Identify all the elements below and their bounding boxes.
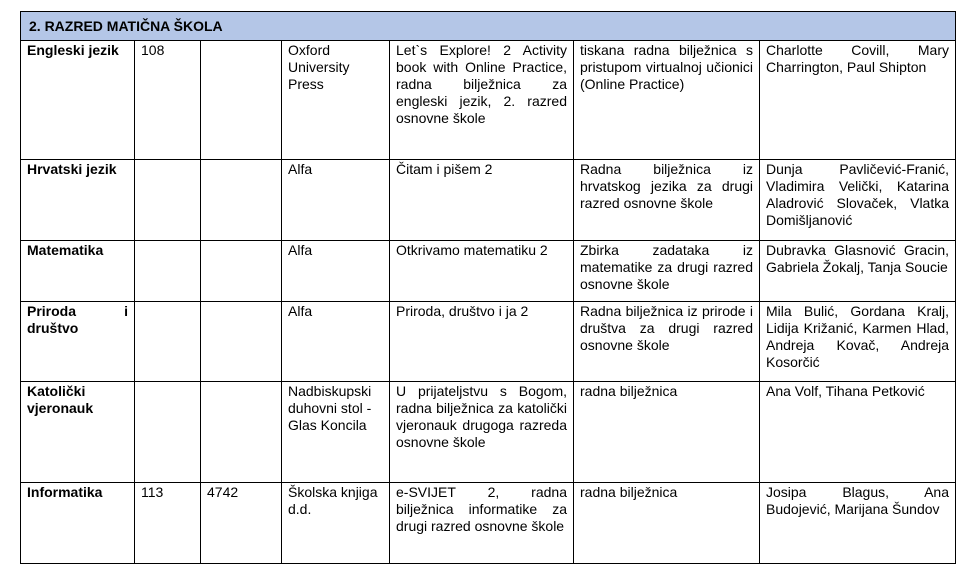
table-row xyxy=(21,241,956,302)
subject-cell: Informatika xyxy=(21,483,135,564)
code-cell xyxy=(135,160,201,241)
code-cell xyxy=(201,302,282,382)
authors-cell: Charlotte Covill, Mary Charrington, Paul Shipton xyxy=(760,41,956,160)
title-cell: e-SVIJET 2, radna bilježnica informatike za drugi razred osnovne škole xyxy=(390,483,574,564)
code-cell xyxy=(135,241,201,302)
code-cell xyxy=(201,160,282,241)
type-cell: Radna bilježnica iz prirode i društva za drugi razred osnovne škole xyxy=(574,302,760,382)
header-row xyxy=(21,12,956,41)
subject-cell: Engleski jezik xyxy=(21,41,135,160)
textbook-list xyxy=(20,11,955,564)
type-cell: radna bilježnica xyxy=(574,382,760,483)
subject-cell: Priroda i društvo xyxy=(21,302,135,382)
code-cell xyxy=(201,241,282,302)
section-header: 2. RAZRED MATIČNA ŠKOLA xyxy=(21,12,956,41)
publisher-cell: Alfa xyxy=(282,302,390,382)
publisher-cell: Alfa xyxy=(282,241,390,302)
table-row xyxy=(21,160,956,241)
code-cell xyxy=(201,41,282,160)
type-cell: Radna bilježnica iz hrvatskog jezika za drugi razred osnovne škole xyxy=(574,160,760,241)
title-cell: U prijateljstvu s Bogom, radna bilježnica za katolički vjeronauk drugoga razreda osnovne škole xyxy=(390,382,574,483)
publisher-cell: Alfa xyxy=(282,160,390,241)
table-row xyxy=(21,382,956,483)
title-cell: Čitam i pišem 2 xyxy=(390,160,574,241)
code-cell xyxy=(135,382,201,483)
title-cell: Otkrivamo matematiku 2 xyxy=(390,241,574,302)
authors-cell: Mila Bulić, Gordana Kralj, Lidija Križanić, Karmen Hlad, Andreja Kovač, Andreja Kosorčić xyxy=(760,302,956,382)
publisher-cell: Nadbiskupski duhovni stol - Glas Koncila xyxy=(282,382,390,483)
authors-cell: Dubravka Glasnović Gracin, Gabriela Žokalj, Tanja Soucie xyxy=(760,241,956,302)
publisher-cell: Školska knjiga d.d. xyxy=(282,483,390,564)
subject-cell: Hrvatski jezik xyxy=(21,160,135,241)
code-cell: 113 xyxy=(135,483,201,564)
authors-cell: Josipa Blagus, Ana Budojević, Marijana Šundov xyxy=(760,483,956,564)
type-cell: radna bilježnica xyxy=(574,483,760,564)
textbook-table xyxy=(20,11,956,564)
table-row xyxy=(21,483,956,564)
code-cell: 4742 xyxy=(201,483,282,564)
type-cell: Zbirka zadataka iz matematike za drugi razred osnovne škole xyxy=(574,241,760,302)
subject-cell: Katolički vjeronauk xyxy=(21,382,135,483)
title-cell: Priroda, društvo i ja 2 xyxy=(390,302,574,382)
table-row xyxy=(21,41,956,160)
table-row xyxy=(21,302,956,382)
type-cell: tiskana radna bilježnica s pristupom virtualnoj učionici (Online Practice) xyxy=(574,41,760,160)
subject-cell: Matematika xyxy=(21,241,135,302)
authors-cell: Dunja Pavličević-Franić, Vladimira Velički, Katarina Aladrović Slovaček, Vlatka Domišljanović xyxy=(760,160,956,241)
authors-cell: Ana Volf, Tihana Petković xyxy=(760,382,956,483)
code-cell xyxy=(135,302,201,382)
publisher-cell: Oxford University Press xyxy=(282,41,390,160)
code-cell xyxy=(201,382,282,483)
title-cell: Let`s Explore! 2 Activity book with Online Practice, radna bilježnica za engleski jezik, 2. razred osnovne škole xyxy=(390,41,574,160)
code-cell: 108 xyxy=(135,41,201,160)
